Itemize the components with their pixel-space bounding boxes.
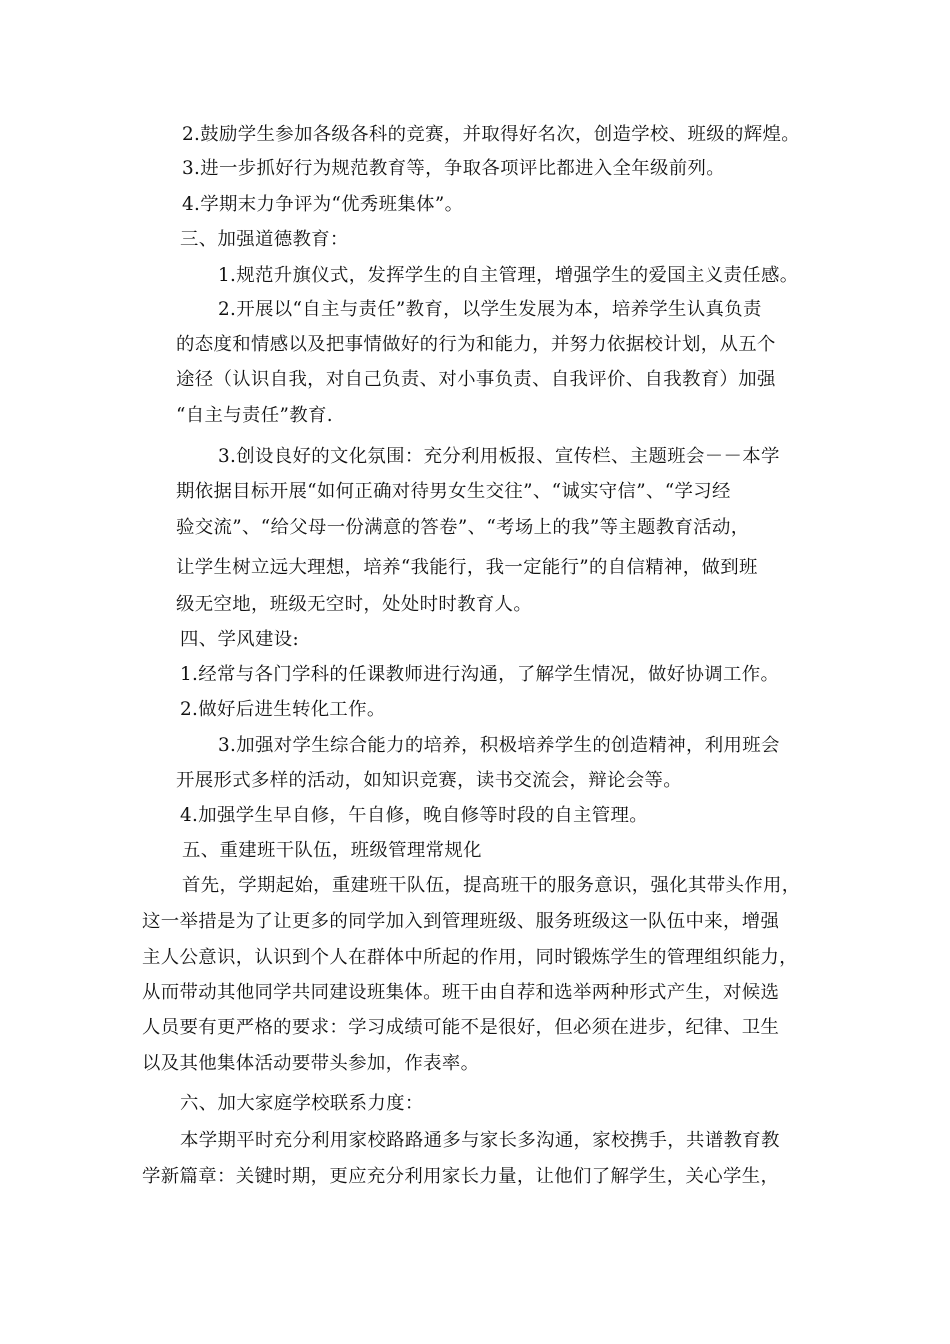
text-line: 的态度和情感以及把事情做好的行为和能力，并努力依据校计划，从五个 [176,334,776,355]
text-line: “自主与责任”教育. [176,405,333,426]
text-line: 级无空地，班级无空时，处处时时教育人。 [176,594,533,615]
section-heading: 三、加强道德教育： [180,229,349,250]
text-line: 以及其他集体活动要带头参加，作表率。 [142,1053,480,1074]
text-line: 1.经常与各门学科的任课教师进行沟通，了解学生情况，做好协调工作。 [180,664,780,685]
text-line: 2.鼓励学生参加各级各科的竞赛，并取得好名次，创造学校、班级的辉煌。 [182,124,800,145]
section-heading: 四、学风建设: [180,629,299,650]
text-line: 从而带动其他同学共同建设班集体。班干由自荐和选举两种形式产生，对候选 [142,982,780,1003]
text-line: 验交流”、“给父母一份满意的答卷”、“考场上的我”等主题教育活动， [176,517,750,538]
text-line: 人员要有更严格的要求：学习成绩可能不是很好，但必须在进步，纪律、卫生 [142,1017,780,1038]
section-heading: 五、重建班干队伍，班级管理常规化 [182,840,482,861]
text-line: 4.加强学生早自修，午自修，晚自修等时段的自主管理。 [180,805,649,826]
text-line: 途径（认识自我，对自己负责、对小事负责、自我评价、自我教育）加强 [176,369,776,390]
text-line: 主人公意识，认识到个人在群体中所起的作用，同时锻炼学生的管理组织能力， [142,947,798,968]
text-line: 首先，学期起始，重建班干队伍，提高班干的服务意识，强化其带头作用， [182,875,801,896]
text-line: 2.开展以“自主与责任”教育，以学生发展为本，培养学生认真负责 [218,299,762,320]
text-line: 4.学期末力争评为“优秀班集体”。 [182,194,464,215]
text-line: 期依据目标开展“如何正确对待男女生交往”、“诚实守信”、“学习经 [176,481,731,502]
text-line: 这一举措是为了让更多的同学加入到管理班级、服务班级这一队伍中来，增强 [142,911,780,932]
section-heading: 六、加大家庭学校联系力度： [180,1093,424,1114]
text-line: 3.进一步抓好行为规范教育等，争取各项评比都进入全年级前列。 [182,158,725,179]
text-line: 让学生树立远大理想，培养“我能行，我一定能行”的自信精神，做到班 [176,557,758,578]
text-line: 1.规范升旗仪式，发挥学生的自主管理，增强学生的爱国主义责任感。 [218,265,799,286]
text-line: 学新篇章：关键时期，更应充分利用家长力量，让他们了解学生，关心学生， [142,1166,780,1187]
text-line: 开展形式多样的活动，如知识竞赛，读书交流会，辩论会等。 [176,770,682,791]
text-line: 2.做好后进生转化工作。 [180,699,386,720]
text-line: 本学期平时充分利用家校路路通多与家长多沟通，家校携手，共谱教育教 [180,1130,780,1151]
text-line: 3.加强对学生综合能力的培养，积极培养学生的创造精神，利用班会 [218,735,780,756]
text-line: 3.创设良好的文化氛围：充分利用板报、宣传栏、主题班会－－本学 [218,446,780,467]
